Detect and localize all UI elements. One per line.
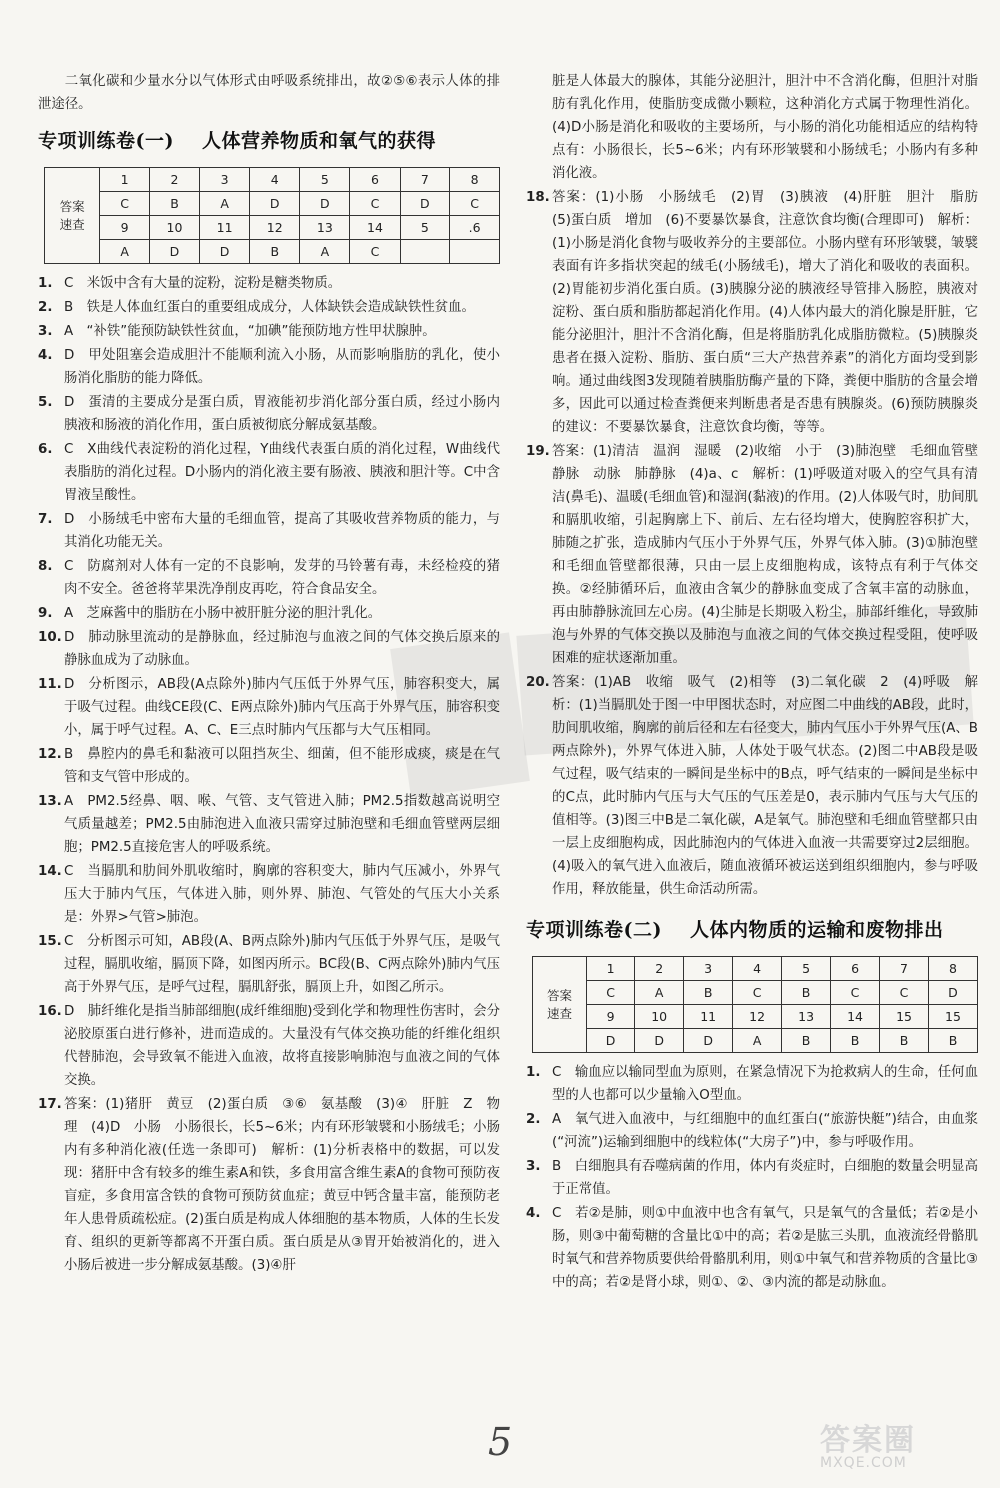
answer-item <box>38 296 500 319</box>
section2-title-prefix: 专项训练卷(二) <box>526 919 662 941</box>
answer-item-number: 1. <box>38 276 53 291</box>
answer-item-text: A “补铁”能预防缺铁性贫血，“加碘”能预防地方性甲状腺肿。 <box>64 324 436 339</box>
section1-title <box>38 130 500 153</box>
table-cell: C <box>350 240 400 264</box>
answer-item-number: 14. <box>38 864 62 879</box>
table-cell: C <box>586 981 634 1005</box>
table-cell: 12 <box>250 216 300 240</box>
answer-item-text: 脏是人体最大的腺体，其能分泌胆汁，胆汁中不含消化酶，但胆汁对脂肪有乳化作用，使脂肪变成微小颗粒，这种消化方式属于物理性消化。(4)D小肠是消化和吸收的主要场所，与小肠的消化功能相适应的结构特点有：小肠很长，长5~6米；内有环形皱襞和小肠绒毛；小肠内有多种消化液。 <box>552 74 978 181</box>
answer-item-number: 8. <box>38 559 53 574</box>
answer-item <box>38 743 500 789</box>
answer-item-text: D 分析图示，AB段(A点除外)肺内气压低于外界气压，肺容积变大，属于吸气过程。曲线CE段(C、E两点除外)肺内气压高于外界气压，肺容积变小，属于呼气过程。A、C、E三点时肺内气压都与大气压相同。 <box>64 677 500 738</box>
answer-item <box>526 1108 978 1154</box>
table-cell: C <box>450 192 500 216</box>
table-cell: D <box>300 192 350 216</box>
table-cell: 13 <box>782 1005 831 1029</box>
answer-list-left <box>38 272 500 1277</box>
table-cell: B <box>149 192 199 216</box>
table-cell: 15 <box>880 1005 929 1029</box>
table-cell: 1 <box>586 957 634 981</box>
table-cell: A <box>300 240 350 264</box>
table-cell: 13 <box>300 216 350 240</box>
left-column <box>38 70 500 1278</box>
answer-item-text: 答案：(1)AB 收缩 吸气 (2)相等 (3)二氧化碳 2 (4)呼吸 解析：(1)当膈肌处于图一中甲图状态时，对应图二中曲线的AB段，此时，肋间肌收缩，胸廓的前后径和左右径变大，肺内气压小于外界气压(A、B两点除外)，外界气体进入肺，人体处于吸气状态。(2)图二中AB段是吸气过程，吸气结束的一瞬间是坐标中的B点，呼气结束的一瞬间是坐标中的C点，此时肺内气压与大气压的气压差是0，表示肺内气压与大气压的值相等。(3)图三中B是二氧化碳，A是氧气。肺泡壁和毛细血管壁都只由一层上皮细胞构成，因此肺泡内的气体进入血液一共需要穿过2层细胞。(4)吸入的氧气进入血液后，随血液循环被运送到组织细胞内，参与呼吸作用，释放能量，供生命活动所需。 <box>552 675 978 897</box>
section1-title-main: 人体营养物质和氧气的获得 <box>201 130 436 152</box>
answer-item-number: 2. <box>526 1112 541 1127</box>
answer-item-number: 2. <box>38 300 53 315</box>
answer-item <box>38 860 500 929</box>
answer-item <box>38 1093 500 1277</box>
answer-item-text: D 甲处阻塞会造成胆汁不能顺利流入小肠，从而影响脂肪的乳化，使小肠消化脂肪的能力降低。 <box>64 348 500 386</box>
table-cell: D <box>635 1029 684 1053</box>
watermark <box>820 1415 990 1475</box>
table-cell <box>400 240 450 264</box>
watermark-url: MXQE.COM <box>820 1455 907 1471</box>
intro-paragraph: 二氧化碳和少量水分以气体形式由呼吸系统排出，故②⑤⑥表示人体的排泄途径。 <box>38 74 500 112</box>
table-cell: D <box>149 240 199 264</box>
answer-item-text: D 蛋清的主要成分是蛋白质，胃液能初步消化部分蛋白质，经过小肠内胰液和肠液的消化作用，蛋白质被彻底分解成氨基酸。 <box>64 395 500 433</box>
table-cell: 10 <box>635 1005 684 1029</box>
answer-item <box>38 320 500 343</box>
table-cell: D <box>684 1029 733 1053</box>
answer-item <box>526 1061 978 1107</box>
answer-item-number <box>526 70 552 185</box>
answer-item-text: B 白细胞具有吞噬病菌的作用，体内有炎症时，白细胞的数量会明显高于正常值。 <box>552 1159 978 1197</box>
table-cell: 8 <box>450 168 500 192</box>
table-cell: 1 <box>100 168 150 192</box>
table-cell: 11 <box>684 1005 733 1029</box>
table-cell: 6 <box>350 168 400 192</box>
answer-item-number: 15. <box>38 934 62 949</box>
table-cell: 2 <box>635 957 684 981</box>
table-cell: D <box>250 192 300 216</box>
answer-item <box>38 602 500 625</box>
answer-item <box>38 508 500 554</box>
answer-item-number: 7. <box>38 512 53 527</box>
answer-item-text: C 当膈肌和肋间外肌收缩时，胸廓的容积变大，肺内气压减小，外界气压大于肺内气压，气体进入肺，则外界、肺泡、气管处的气压大小关系是：外界>气管>肺泡。 <box>64 864 500 925</box>
answer-item-text: C 输血应以输同型血为原则，在紧急情况下为抢救病人的生命，任何血型的人也都可以少量输入O型血。 <box>552 1065 978 1103</box>
answer-table-label: 答案 速查 <box>533 957 587 1053</box>
table-cell: A <box>200 192 250 216</box>
table-cell: .6 <box>450 216 500 240</box>
answer-item-number: 4. <box>526 1206 541 1221</box>
answer-item-number: 20. <box>526 675 550 690</box>
answer-item <box>526 1155 978 1201</box>
table-cell: D <box>400 192 450 216</box>
answer-item-number: 11. <box>38 677 62 692</box>
answer-table-1 <box>44 167 500 264</box>
table-cell: D <box>200 240 250 264</box>
answer-item-text: 答案：(1)小肠 小肠绒毛 (2)胃 (3)胰液 (4)肝脏 胆汁 脂肪 (5)蛋白质 增加 (6)不要暴饮暴食，注意饮食均衡(合理即可) 解析：(1)小肠是消化食物与吸收养分的主要部位。小肠内壁有环形皱襞，皱襞表面有许多指状突起的绒毛(小肠绒毛)，增大了消化和吸收的表面积。(2)胃能初步消化蛋白质。(3)胰腺分泌的胰液经导管排入肠腔，胰液对淀粉、蛋白质和脂肪都起消化作用。(4)人体内最大的消化腺是肝脏，它能分泌胆汁，胆汁不含消化酶，但是将脂肪乳化成脂肪微粒。(5)胰腺炎患者在摄入淀粉、脂肪、蛋白质“三大产热营养素”的消化方面均受到影响。通过曲线图3发现随着胰脂肪酶产量的下降，粪便中脂肪的含量会增多，因此可以通过检查粪便来判断患者是否患有胰腺炎。(6)预防胰腺炎的建议：不要暴饮暴食，注意饮食均衡，等等。 <box>552 190 992 435</box>
table-cell: 5 <box>300 168 350 192</box>
answer-item-number: 18. <box>526 190 550 205</box>
answer-item <box>526 186 992 439</box>
table-cell: B <box>782 1029 831 1053</box>
table-cell: 14 <box>831 1005 880 1029</box>
section1-title-prefix: 专项训练卷(一) <box>38 130 174 152</box>
table-cell <box>450 240 500 264</box>
answer-item <box>526 440 992 670</box>
watermark-text: 答案圈 <box>820 1423 916 1458</box>
section2-title-main: 人体内物质的运输和废物排出 <box>689 919 944 941</box>
answer-item <box>38 391 500 437</box>
answer-item <box>526 671 978 901</box>
answer-item-number: 16. <box>38 1004 62 1019</box>
table-cell: 9 <box>586 1005 634 1029</box>
answer-item <box>38 1000 500 1092</box>
table-cell: 3 <box>684 957 733 981</box>
table-cell: 4 <box>733 957 782 981</box>
right-column <box>526 70 992 1295</box>
answer-item-text: A 氧气进入血液中，与红细胞中的血红蛋白(“旅游快艇”)结合，由血浆(“河流”)运输到细胞中的线粒体(“大房子”)中，参与呼吸作用。 <box>552 1112 978 1150</box>
answer-item-text: D 小肠绒毛中密布大量的毛细血管，提高了其吸收营养物质的能力，与其消化功能无关。 <box>64 512 500 550</box>
table-cell: D <box>929 981 978 1005</box>
table-cell: B <box>880 1029 929 1053</box>
table-cell: C <box>733 981 782 1005</box>
table-cell: 10 <box>149 216 199 240</box>
table-cell: B <box>831 1029 880 1053</box>
answer-item <box>38 790 500 859</box>
answer-item-number: 13. <box>38 794 62 809</box>
table-cell: 5 <box>400 216 450 240</box>
answer-item <box>38 626 500 672</box>
answer-item-number: 10. <box>38 630 62 645</box>
table-cell: B <box>250 240 300 264</box>
answer-item-text: 答案：(1)清洁 温润 湿暖 (2)收缩 小于 (3)肺泡壁 毛细血管壁 静脉 动脉 肺静脉 (4)a、c 解析：(1)呼吸道对吸入的空气具有清洁(鼻毛)、温暖(毛细血管)和湿润(黏液)的作用。(2)人体吸气时，肋间肌和膈肌收缩，引起胸廓上下、前后、左右径均增大，使胸腔容积扩大，肺随之扩张，造成肺内气压小于外界气压，外界气体入肺。(3)①肺泡壁和毛细血管壁都很薄，只由一层上皮细胞构成，该特点有利于气体交换。②经肺循环后，血液由含氧少的静脉血变成了含氧丰富的动脉血，再由肺静脉流回左心房。(4)尘肺是长期吸入粉尘，肺部纤维化，导致肺泡与外界的气体交换以及肺泡与血液之间的气体交换过程受阻，使呼吸困难的症状逐渐加重。 <box>552 444 992 666</box>
table-cell: D <box>586 1029 634 1053</box>
answer-item-text: C 米饭中含有大量的淀粉，淀粉是糖类物质。 <box>64 276 342 291</box>
answer-item-text: C 若②是肺，则①中血液中也含有氧气，只是氧气的含量低；若②是小肠，则③中葡萄糖的含量比①中的高；若②是肱三头肌，血液流经骨骼肌时氧气和营养物质要供给骨骼肌利用，则①中氧气和营养物质的含量比③中的高；若②是肾小球，则①、②、③内流的都是动脉血。 <box>552 1206 978 1290</box>
answer-item-number: 4. <box>38 348 53 363</box>
answer-list-right <box>526 70 992 901</box>
table-cell: 12 <box>733 1005 782 1029</box>
table-cell: 6 <box>831 957 880 981</box>
answer-item-text: B 鼻腔内的鼻毛和黏液可以阻挡灰尘、细菌，但不能形成痰，痰是在气管和支气管中形成的。 <box>64 747 500 785</box>
table-cell: B <box>929 1029 978 1053</box>
answer-item-number: 12. <box>38 747 62 762</box>
answer-item-number: 9. <box>38 606 53 621</box>
answer-item-number: 17. <box>38 1097 62 1112</box>
answer-item-text: D 肺纤维化是指当肺部细胞(成纤维细胞)受到化学和物理性伤害时，会分泌胶原蛋白进行修补，进而造成的。大量没有气体交换功能的纤维化组织代替肺泡，会导致氧不能进入血液，故将直接影响肺泡与血液之间的气体交换。 <box>64 1004 500 1088</box>
answer-table-2 <box>532 956 978 1053</box>
table-cell: 8 <box>929 957 978 981</box>
answer-item-number: 3. <box>526 1159 541 1174</box>
table-cell: 4 <box>250 168 300 192</box>
table-cell: 11 <box>200 216 250 240</box>
table-cell: 3 <box>200 168 250 192</box>
answer-item <box>38 438 500 507</box>
table-cell: 15 <box>929 1005 978 1029</box>
answer-item-text: D 肺动脉里流动的是静脉血，经过肺泡与血液之间的气体交换后原来的静脉血成为了动脉血。 <box>64 630 500 668</box>
table-cell: C <box>350 192 400 216</box>
table-cell: C <box>880 981 929 1005</box>
answer-item <box>38 555 500 601</box>
table-cell: 14 <box>350 216 400 240</box>
table-cell: 2 <box>149 168 199 192</box>
answer-item <box>38 930 500 999</box>
answer-item-text: C 分析图示可知，AB段(A、B两点除外)肺内气压低于外界气压，是吸气过程，膈肌收缩，膈顶下降，如图丙所示。BC段(B、C两点除外)肺内气压高于外界气压，是呼气过程，膈肌舒张，膈顶上升，如图乙所示。 <box>64 934 500 995</box>
table-cell: A <box>733 1029 782 1053</box>
answer-item-text: A 芝麻酱中的脂肪在小肠中被肝脏分泌的胆汁乳化。 <box>64 606 382 621</box>
answer-item-number: 3. <box>38 324 53 339</box>
table-cell: B <box>684 981 733 1005</box>
answer-item <box>526 1202 978 1294</box>
table-cell: C <box>100 192 150 216</box>
table-cell: B <box>782 981 831 1005</box>
answer-item <box>526 70 978 185</box>
answer-item-number: 6. <box>38 442 53 457</box>
answer-item-text: C 防腐剂对人体有一定的不良影响，发芽的马铃薯有毒，未经检疫的猪肉不安全。爸爸将苹果洗净削皮再吃，符合食品安全。 <box>64 559 500 597</box>
table-cell: 5 <box>782 957 831 981</box>
section2-title <box>526 919 978 942</box>
answer-item-number: 19. <box>526 444 550 459</box>
table-cell: 7 <box>880 957 929 981</box>
answer-item-text: A PM2.5经鼻、咽、喉、气管、支气管进入肺；PM2.5指数越高说明空气质量越差；PM2.5由肺泡进入血液只需穿过肺泡壁和毛细血管壁两层细胞；PM2.5直接危害人的呼吸系统。 <box>64 794 500 855</box>
answer-item <box>38 673 500 742</box>
answer-item-number: 5. <box>38 395 53 410</box>
table-cell: 7 <box>400 168 450 192</box>
answer-item-text: C X曲线代表淀粉的消化过程，Y曲线代表蛋白质的消化过程，W曲线代表脂肪的消化过程。D小肠内的消化液主要有肠液、胰液和胆汁等。C中含胃液呈酸性。 <box>64 442 500 503</box>
answer-item-number: 1. <box>526 1065 541 1080</box>
answer-item <box>38 272 500 295</box>
table-cell: C <box>831 981 880 1005</box>
table-cell: A <box>635 981 684 1005</box>
answer-item-text: 答案：(1)猪肝 黄豆 (2)蛋白质 ③⑥ 氨基酸 (3)④ 肝脏 Z 物理 (4)D 小肠 小肠很长，长5~6米；内有环形皱襞和小肠绒毛；小肠内有多种消化液(任选一条即可) 解析：(1)分析表格中的数据，可以发现：猪肝中含有较多的维生素A和铁，多食用富含维生素A的食物可预防夜盲症，多食用富含铁的食物可预防贫血症；黄豆中钙含量丰富，能预防老年人患骨质疏松症。(2)蛋白质是构成人体细胞的基本物质，人体的生长发育、组织的更新等都离不开蛋白质。蛋白质是从③胃开始被消化的，进入小肠后被进一步分解成氨基酸。(3)④肝 <box>64 1097 500 1273</box>
table-cell: A <box>100 240 150 264</box>
answer-item-text: B 铁是人体血红蛋白的重要组成成分，人体缺铁会造成缺铁性贫血。 <box>64 300 475 315</box>
page-number: 5 <box>488 1420 513 1464</box>
table-cell: 9 <box>100 216 150 240</box>
answer-list-right-2 <box>526 1061 978 1294</box>
answer-item <box>38 344 500 390</box>
answer-table-label: 答案 速查 <box>45 168 100 264</box>
